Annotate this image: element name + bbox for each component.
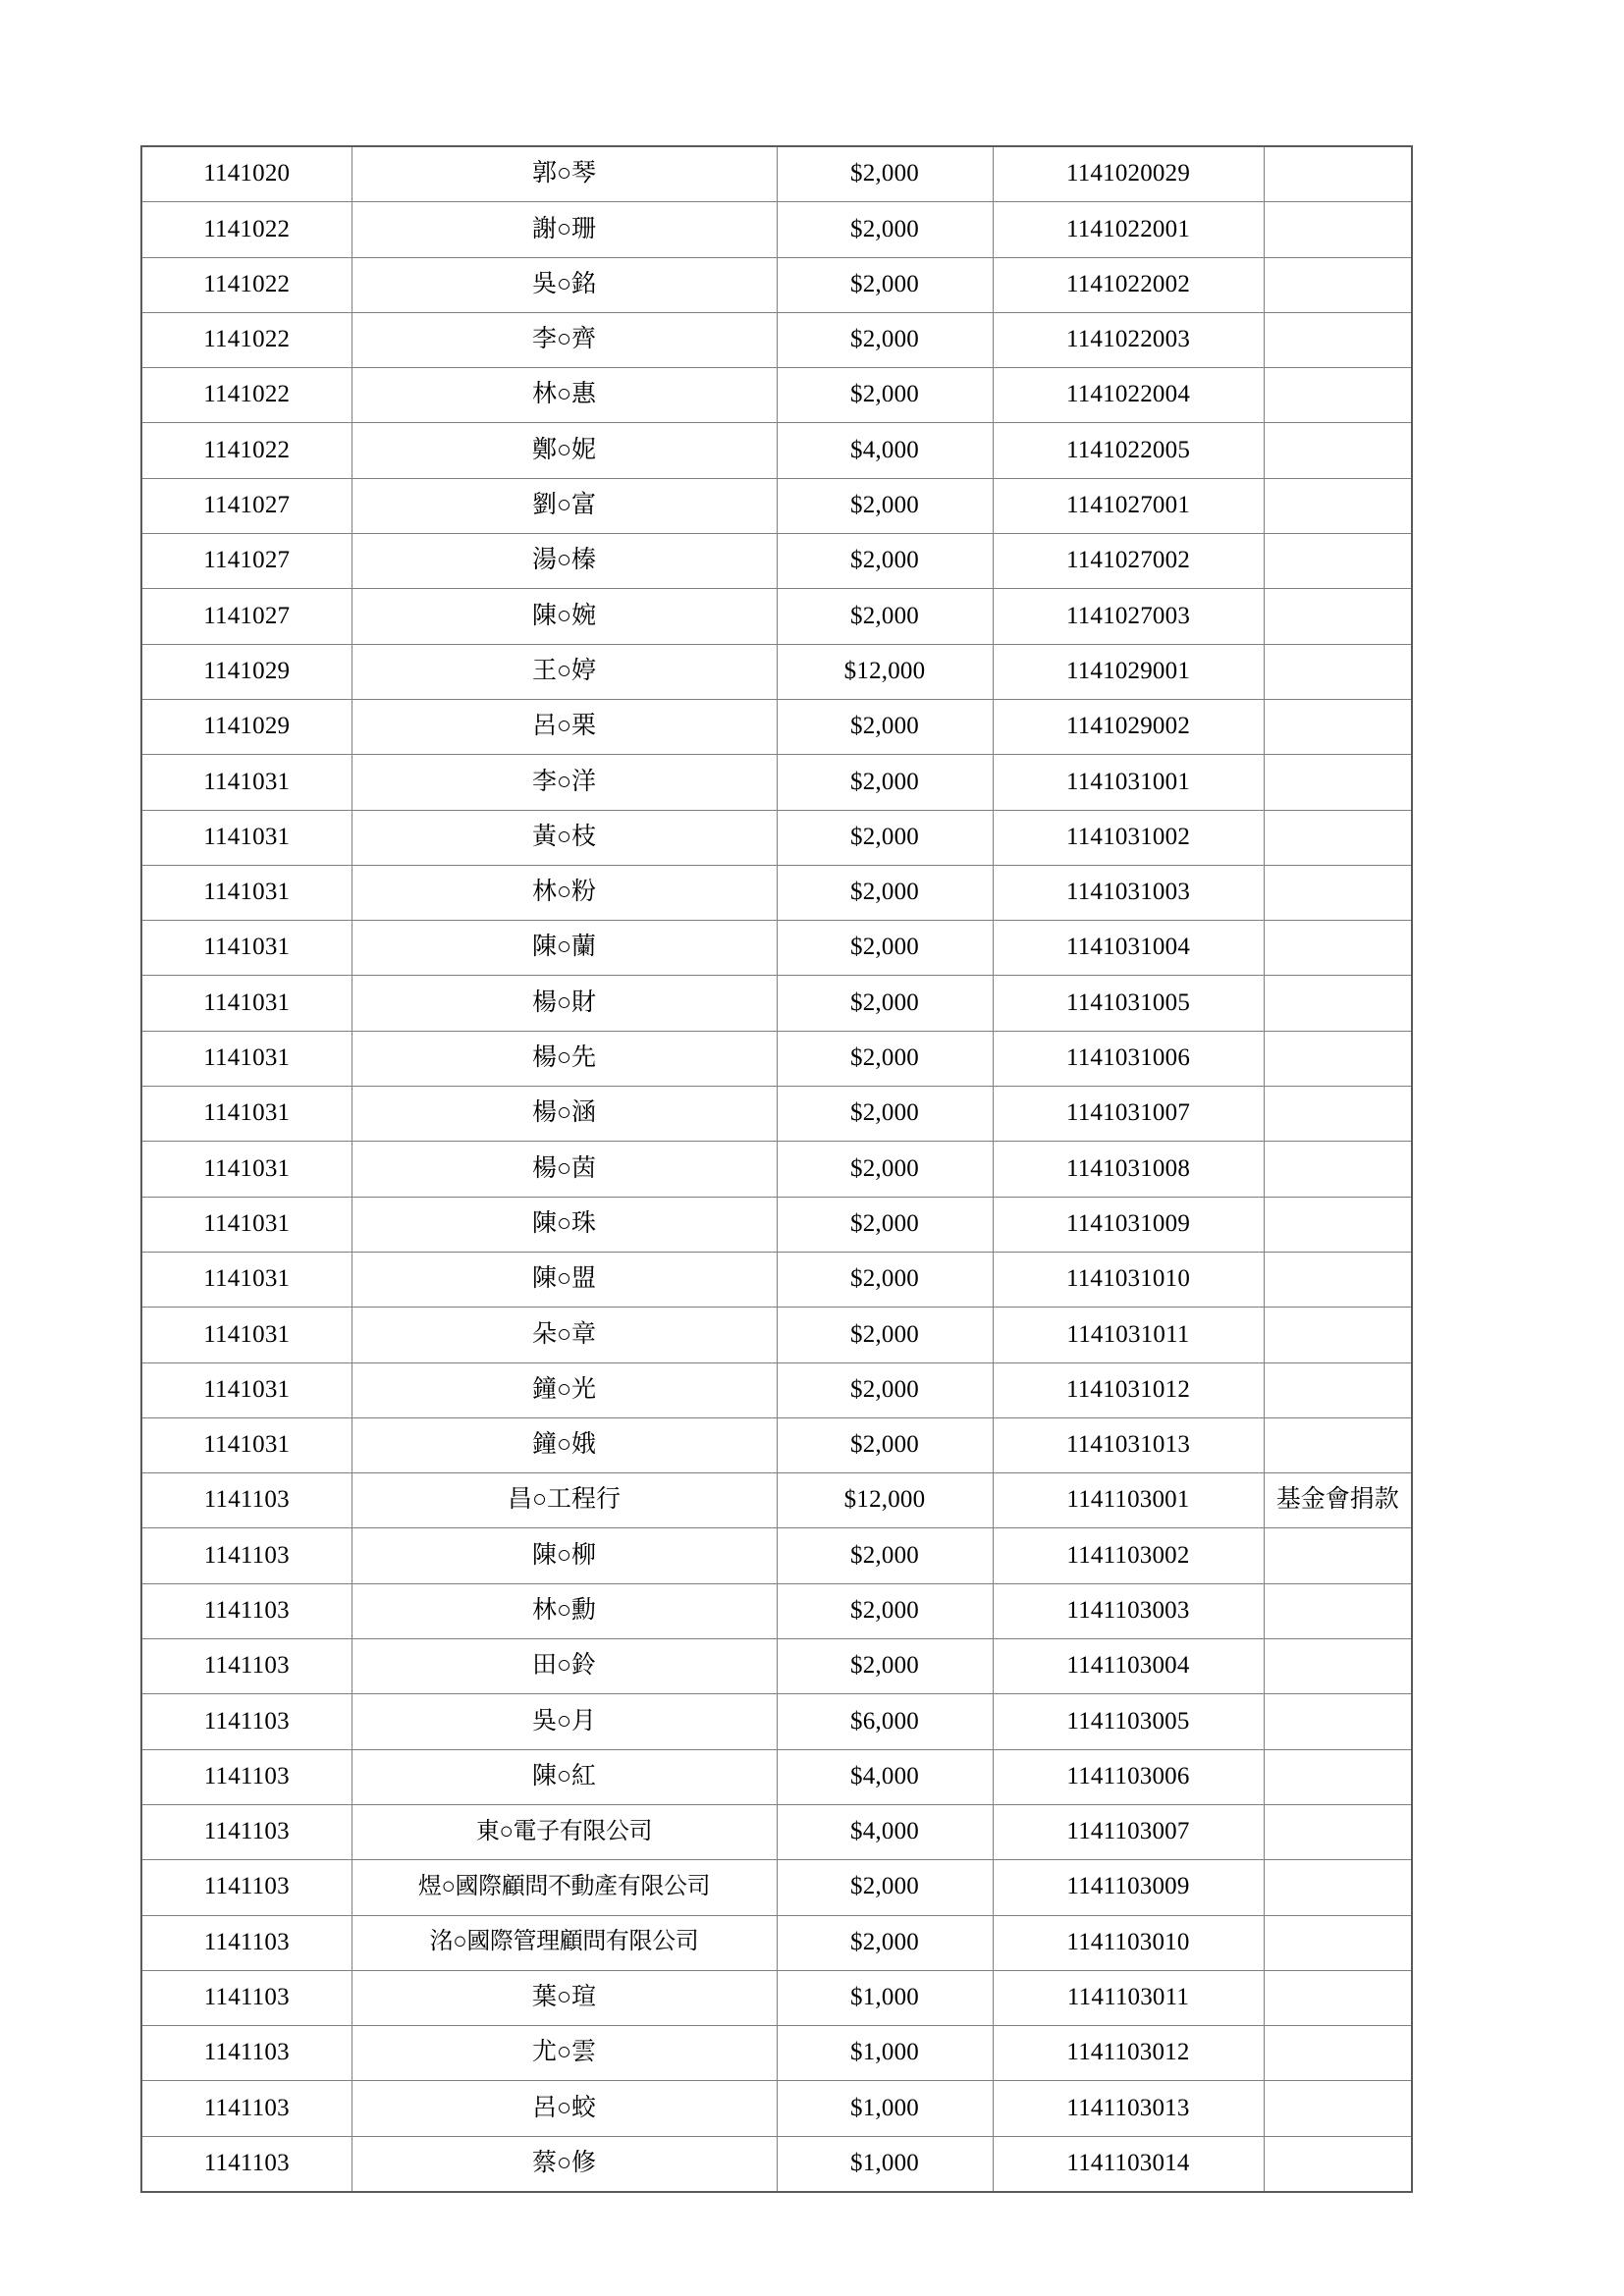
- donation-amount-cell: $12,000: [777, 644, 993, 699]
- donation-table-body: [141, 146, 1412, 2192]
- donation-amount-cell: $2,000: [777, 1362, 993, 1417]
- remarks-cell: [1264, 589, 1412, 644]
- remarks-cell: [1264, 1197, 1412, 1252]
- donor-name-cell: 鐘○光: [352, 1362, 777, 1417]
- table-row: [141, 1087, 1412, 1142]
- remarks-cell: [1264, 1639, 1412, 1694]
- donation-date-cell: 1141027: [141, 534, 352, 589]
- donation-date-cell: 1141031: [141, 1308, 352, 1362]
- donation-date-cell: 1141022: [141, 368, 352, 423]
- receipt-number-cell: 1141103004: [993, 1639, 1264, 1694]
- donor-name-cell: 楊○財: [352, 976, 777, 1031]
- donation-date-cell: 1141031: [141, 1142, 352, 1197]
- table-row: [141, 1528, 1412, 1583]
- donation-amount-cell: $2,000: [777, 1860, 993, 1915]
- donor-name-cell: 吳○銘: [352, 257, 777, 312]
- donation-amount-cell: $2,000: [777, 1252, 993, 1307]
- donor-name-cell: 田○鈴: [352, 1639, 777, 1694]
- donor-name-cell: 王○婷: [352, 644, 777, 699]
- receipt-number-cell: 1141022003: [993, 312, 1264, 367]
- donation-amount-cell: $2,000: [777, 865, 993, 920]
- receipt-number-cell: 1141103013: [993, 2081, 1264, 2136]
- donation-date-cell: 1141031: [141, 865, 352, 920]
- donation-amount-cell: $2,000: [777, 1583, 993, 1638]
- remarks-cell: [1264, 2026, 1412, 2081]
- remarks-cell: [1264, 1417, 1412, 1472]
- donation-date-cell: 1141022: [141, 312, 352, 367]
- donor-name-cell: 昌○工程行: [352, 1473, 777, 1528]
- donor-name-cell: 謝○珊: [352, 202, 777, 257]
- donor-name-cell: 楊○涵: [352, 1087, 777, 1142]
- remarks-cell: [1264, 1583, 1412, 1638]
- table-row: [141, 1417, 1412, 1472]
- donation-table-container: [140, 145, 1411, 2193]
- receipt-number-cell: 1141031011: [993, 1308, 1264, 1362]
- donation-amount-cell: $2,000: [777, 312, 993, 367]
- donation-amount-cell: $2,000: [777, 478, 993, 533]
- donation-date-cell: 1141022: [141, 202, 352, 257]
- receipt-number-cell: 1141103012: [993, 2026, 1264, 2081]
- remarks-cell: [1264, 1362, 1412, 1417]
- donation-amount-cell: $2,000: [777, 755, 993, 810]
- donation-amount-cell: $2,000: [777, 810, 993, 865]
- donation-amount-cell: $2,000: [777, 1915, 993, 1970]
- donation-date-cell: 1141031: [141, 755, 352, 810]
- donation-date-cell: 1141022: [141, 257, 352, 312]
- donor-name-cell: 郭○琴: [352, 146, 777, 202]
- donation-amount-cell: $2,000: [777, 1417, 993, 1472]
- donor-name-cell: 陳○紅: [352, 1749, 777, 1804]
- table-row: [141, 146, 1412, 202]
- table-row: [141, 2136, 1412, 2192]
- remarks-cell: [1264, 257, 1412, 312]
- receipt-number-cell: 1141031005: [993, 976, 1264, 1031]
- table-row: [141, 1583, 1412, 1638]
- donor-name-cell: 煜○國際顧問不動產有限公司: [352, 1860, 777, 1915]
- donor-name-cell: 陳○柳: [352, 1528, 777, 1583]
- donation-date-cell: 1141031: [141, 976, 352, 1031]
- remarks-cell: [1264, 1970, 1412, 2025]
- receipt-number-cell: 1141031004: [993, 921, 1264, 976]
- donor-name-cell: 洺○國際管理顧問有限公司: [352, 1915, 777, 1970]
- table-row: [141, 644, 1412, 699]
- donation-date-cell: 1141031: [141, 1087, 352, 1142]
- remarks-cell: [1264, 755, 1412, 810]
- table-row: [141, 478, 1412, 533]
- receipt-number-cell: 1141027002: [993, 534, 1264, 589]
- donation-date-cell: 1141031: [141, 921, 352, 976]
- table-row: [141, 810, 1412, 865]
- donation-date-cell: 1141031: [141, 810, 352, 865]
- remarks-cell: [1264, 1528, 1412, 1583]
- remarks-cell: [1264, 644, 1412, 699]
- donation-table: [140, 145, 1413, 2193]
- table-row: [141, 2081, 1412, 2136]
- donor-name-cell: 朵○章: [352, 1308, 777, 1362]
- donation-date-cell: 1141103: [141, 2136, 352, 2192]
- receipt-number-cell: 1141031008: [993, 1142, 1264, 1197]
- donor-name-cell: 楊○茵: [352, 1142, 777, 1197]
- table-row: [141, 1804, 1412, 1859]
- remarks-cell: [1264, 146, 1412, 202]
- receipt-number-cell: 1141103003: [993, 1583, 1264, 1638]
- donation-date-cell: 1141103: [141, 1860, 352, 1915]
- donor-name-cell: 劉○富: [352, 478, 777, 533]
- table-row: [141, 865, 1412, 920]
- receipt-number-cell: 1141029002: [993, 699, 1264, 754]
- donation-date-cell: 1141027: [141, 589, 352, 644]
- donor-name-cell: 湯○榛: [352, 534, 777, 589]
- donor-name-cell: 東○電子有限公司: [352, 1804, 777, 1859]
- donation-amount-cell: $2,000: [777, 1197, 993, 1252]
- receipt-number-cell: 1141031010: [993, 1252, 1264, 1307]
- receipt-number-cell: 1141027003: [993, 589, 1264, 644]
- donor-name-cell: 李○洋: [352, 755, 777, 810]
- donor-name-cell: 陳○盟: [352, 1252, 777, 1307]
- donation-date-cell: 1141022: [141, 423, 352, 478]
- donation-date-cell: 1141103: [141, 1915, 352, 1970]
- table-row: [141, 1860, 1412, 1915]
- receipt-number-cell: 1141022001: [993, 202, 1264, 257]
- receipt-number-cell: 1141103007: [993, 1804, 1264, 1859]
- table-row: [141, 1142, 1412, 1197]
- table-row: [141, 1362, 1412, 1417]
- donor-name-cell: 陳○蘭: [352, 921, 777, 976]
- table-row: [141, 2026, 1412, 2081]
- table-row: [141, 1915, 1412, 1970]
- receipt-number-cell: 1141031012: [993, 1362, 1264, 1417]
- table-row: [141, 202, 1412, 257]
- donation-amount-cell: $1,000: [777, 2026, 993, 2081]
- table-row: [141, 1308, 1412, 1362]
- donation-amount-cell: $2,000: [777, 368, 993, 423]
- remarks-cell: [1264, 478, 1412, 533]
- table-row: [141, 1473, 1412, 1528]
- donation-amount-cell: $2,000: [777, 257, 993, 312]
- receipt-number-cell: 1141031007: [993, 1087, 1264, 1142]
- remarks-cell: [1264, 2081, 1412, 2136]
- table-row: [141, 699, 1412, 754]
- donor-name-cell: 林○勳: [352, 1583, 777, 1638]
- table-row: [141, 1749, 1412, 1804]
- receipt-number-cell: 1141022004: [993, 368, 1264, 423]
- receipt-number-cell: 1141103014: [993, 2136, 1264, 2192]
- donation-amount-cell: $1,000: [777, 1970, 993, 2025]
- donor-name-cell: 陳○婉: [352, 589, 777, 644]
- remarks-cell: [1264, 976, 1412, 1031]
- remarks-cell: [1264, 699, 1412, 754]
- remarks-cell: [1264, 1804, 1412, 1859]
- remarks-cell: [1264, 368, 1412, 423]
- table-row: [141, 1197, 1412, 1252]
- remarks-cell: [1264, 1749, 1412, 1804]
- donation-date-cell: 1141027: [141, 478, 352, 533]
- donor-name-cell: 蔡○修: [352, 2136, 777, 2192]
- receipt-number-cell: 1141022002: [993, 257, 1264, 312]
- donation-amount-cell: $4,000: [777, 1749, 993, 1804]
- table-row: [141, 1694, 1412, 1749]
- remarks-cell: [1264, 1308, 1412, 1362]
- table-row: [141, 312, 1412, 367]
- donation-date-cell: 1141103: [141, 1639, 352, 1694]
- remarks-cell: [1264, 2136, 1412, 2192]
- table-row: [141, 1031, 1412, 1086]
- remarks-cell: [1264, 202, 1412, 257]
- table-row: [141, 921, 1412, 976]
- donor-name-cell: 鄭○妮: [352, 423, 777, 478]
- receipt-number-cell: 1141103009: [993, 1860, 1264, 1915]
- donor-name-cell: 尤○雲: [352, 2026, 777, 2081]
- receipt-number-cell: 1141031002: [993, 810, 1264, 865]
- donation-amount-cell: $2,000: [777, 1087, 993, 1142]
- table-row: [141, 589, 1412, 644]
- donation-date-cell: 1141020: [141, 146, 352, 202]
- donation-date-cell: 1141103: [141, 1970, 352, 2025]
- receipt-number-cell: 1141031006: [993, 1031, 1264, 1086]
- receipt-number-cell: 1141103010: [993, 1915, 1264, 1970]
- donation-amount-cell: $2,000: [777, 1308, 993, 1362]
- donation-amount-cell: $2,000: [777, 921, 993, 976]
- donation-amount-cell: $2,000: [777, 146, 993, 202]
- table-row: [141, 1639, 1412, 1694]
- receipt-number-cell: 1141022005: [993, 423, 1264, 478]
- donation-date-cell: 1141029: [141, 644, 352, 699]
- donation-amount-cell: $1,000: [777, 2136, 993, 2192]
- donation-amount-cell: $2,000: [777, 976, 993, 1031]
- donation-amount-cell: $4,000: [777, 1804, 993, 1859]
- remarks-cell: [1264, 810, 1412, 865]
- donation-amount-cell: $6,000: [777, 1694, 993, 1749]
- remarks-cell: [1264, 312, 1412, 367]
- receipt-number-cell: 1141103002: [993, 1528, 1264, 1583]
- table-row: [141, 976, 1412, 1031]
- remarks-cell: [1264, 534, 1412, 589]
- donation-date-cell: 1141103: [141, 1473, 352, 1528]
- receipt-number-cell: 1141103005: [993, 1694, 1264, 1749]
- table-row: [141, 1252, 1412, 1307]
- remarks-cell: [1264, 1915, 1412, 1970]
- donation-amount-cell: $12,000: [777, 1473, 993, 1528]
- receipt-number-cell: 1141103011: [993, 1970, 1264, 2025]
- receipt-number-cell: 1141020029: [993, 146, 1264, 202]
- remarks-cell: [1264, 1031, 1412, 1086]
- donation-date-cell: 1141103: [141, 2026, 352, 2081]
- donation-amount-cell: $1,000: [777, 2081, 993, 2136]
- donation-date-cell: 1141031: [141, 1252, 352, 1307]
- receipt-number-cell: 1141031013: [993, 1417, 1264, 1472]
- donation-amount-cell: $2,000: [777, 589, 993, 644]
- donation-amount-cell: $4,000: [777, 423, 993, 478]
- remarks-cell: [1264, 1252, 1412, 1307]
- donation-date-cell: 1141103: [141, 1749, 352, 1804]
- receipt-number-cell: 1141031009: [993, 1197, 1264, 1252]
- donation-date-cell: 1141031: [141, 1362, 352, 1417]
- donation-amount-cell: $2,000: [777, 1142, 993, 1197]
- donation-date-cell: 1141103: [141, 1583, 352, 1638]
- donation-date-cell: 1141103: [141, 1804, 352, 1859]
- donor-name-cell: 葉○瑄: [352, 1970, 777, 2025]
- donor-name-cell: 林○惠: [352, 368, 777, 423]
- donor-name-cell: 李○齊: [352, 312, 777, 367]
- remarks-cell: [1264, 1694, 1412, 1749]
- receipt-number-cell: 1141031001: [993, 755, 1264, 810]
- table-row: [141, 534, 1412, 589]
- remarks-cell: [1264, 921, 1412, 976]
- donation-amount-cell: $2,000: [777, 1528, 993, 1583]
- remarks-cell: [1264, 1142, 1412, 1197]
- donation-date-cell: 1141103: [141, 2081, 352, 2136]
- donor-name-cell: 鐘○娥: [352, 1417, 777, 1472]
- table-row: [141, 1970, 1412, 2025]
- table-row: [141, 755, 1412, 810]
- donor-name-cell: 陳○珠: [352, 1197, 777, 1252]
- receipt-number-cell: 1141103006: [993, 1749, 1264, 1804]
- donation-amount-cell: $2,000: [777, 1031, 993, 1086]
- receipt-number-cell: 1141027001: [993, 478, 1264, 533]
- donation-date-cell: 1141103: [141, 1694, 352, 1749]
- receipt-number-cell: 1141029001: [993, 644, 1264, 699]
- remarks-cell: 基金會捐款: [1264, 1473, 1412, 1528]
- receipt-number-cell: 1141103001: [993, 1473, 1264, 1528]
- remarks-cell: [1264, 865, 1412, 920]
- donor-name-cell: 呂○蛟: [352, 2081, 777, 2136]
- donor-name-cell: 楊○先: [352, 1031, 777, 1086]
- donation-amount-cell: $2,000: [777, 534, 993, 589]
- table-row: [141, 423, 1412, 478]
- donation-date-cell: 1141103: [141, 1528, 352, 1583]
- donation-date-cell: 1141031: [141, 1031, 352, 1086]
- remarks-cell: [1264, 1087, 1412, 1142]
- donation-date-cell: 1141029: [141, 699, 352, 754]
- donation-amount-cell: $2,000: [777, 1639, 993, 1694]
- donation-amount-cell: $2,000: [777, 699, 993, 754]
- donor-name-cell: 黃○枝: [352, 810, 777, 865]
- donor-name-cell: 吳○月: [352, 1694, 777, 1749]
- donor-name-cell: 呂○栗: [352, 699, 777, 754]
- donation-date-cell: 1141031: [141, 1197, 352, 1252]
- remarks-cell: [1264, 1860, 1412, 1915]
- table-row: [141, 368, 1412, 423]
- receipt-number-cell: 1141031003: [993, 865, 1264, 920]
- remarks-cell: [1264, 423, 1412, 478]
- donor-name-cell: 林○粉: [352, 865, 777, 920]
- donation-date-cell: 1141031: [141, 1417, 352, 1472]
- table-row: [141, 257, 1412, 312]
- donation-amount-cell: $2,000: [777, 202, 993, 257]
